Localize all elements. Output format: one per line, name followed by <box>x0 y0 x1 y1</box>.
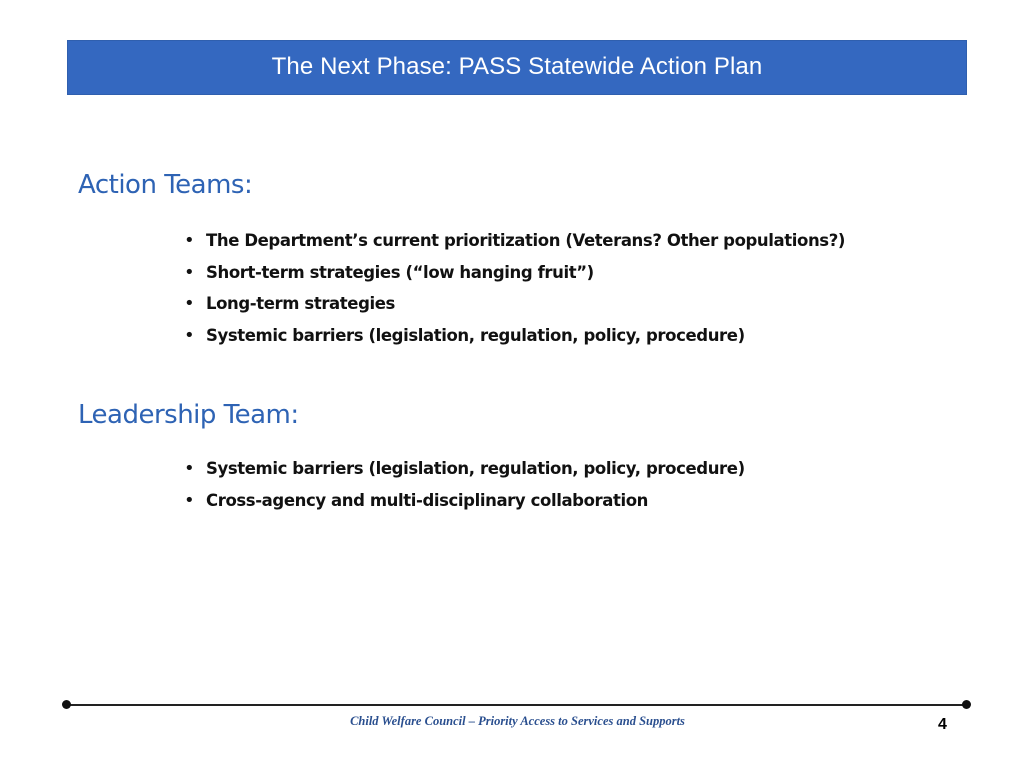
bullet-icon: • <box>184 261 195 283</box>
list-item-text: Systemic barriers (legislation, regulation, policy, procedure) <box>206 459 745 478</box>
section-heading-leadership-team: Leadership Team: <box>78 400 299 430</box>
section-heading-action-teams: Action Teams: <box>78 170 253 200</box>
list-item-text: The Department’s current prioritization (Veterans? Other populations?) <box>206 231 846 250</box>
list-item <box>184 228 845 260</box>
list-item-text: Long-term strategies <box>206 294 395 313</box>
slide-title: The Next Phase: PASS Statewide Action Plan <box>271 52 763 80</box>
footer-divider <box>67 704 967 706</box>
bullet-icon: • <box>184 293 195 314</box>
footer-caption: Child Welfare Council – Priority Access to Services and Supports <box>350 714 685 728</box>
bullet-icon: • <box>184 230 195 251</box>
footer-divider-left-dot-icon <box>62 700 71 709</box>
list-item <box>184 291 845 323</box>
list-item <box>184 456 745 488</box>
list-item-text: Systemic barriers (legislation, regulation, policy, procedure) <box>206 325 745 345</box>
page-number: 4 <box>938 716 947 733</box>
footer-divider-right-dot-icon <box>962 700 971 709</box>
list-item-text: Short-term strategies (“low hanging fruit”) <box>206 262 594 282</box>
list-item <box>184 260 845 292</box>
bullet-icon: • <box>184 458 195 479</box>
bullet-list-action-teams <box>184 228 845 354</box>
bullet-icon: • <box>184 489 195 511</box>
title-bar <box>67 40 967 95</box>
list-item <box>184 323 845 355</box>
bullet-list-leadership-team <box>184 456 745 519</box>
list-item-text: Cross-agency and multi-disciplinary collaboration <box>206 490 649 510</box>
bullet-icon: • <box>184 324 195 346</box>
list-item <box>184 488 745 520</box>
